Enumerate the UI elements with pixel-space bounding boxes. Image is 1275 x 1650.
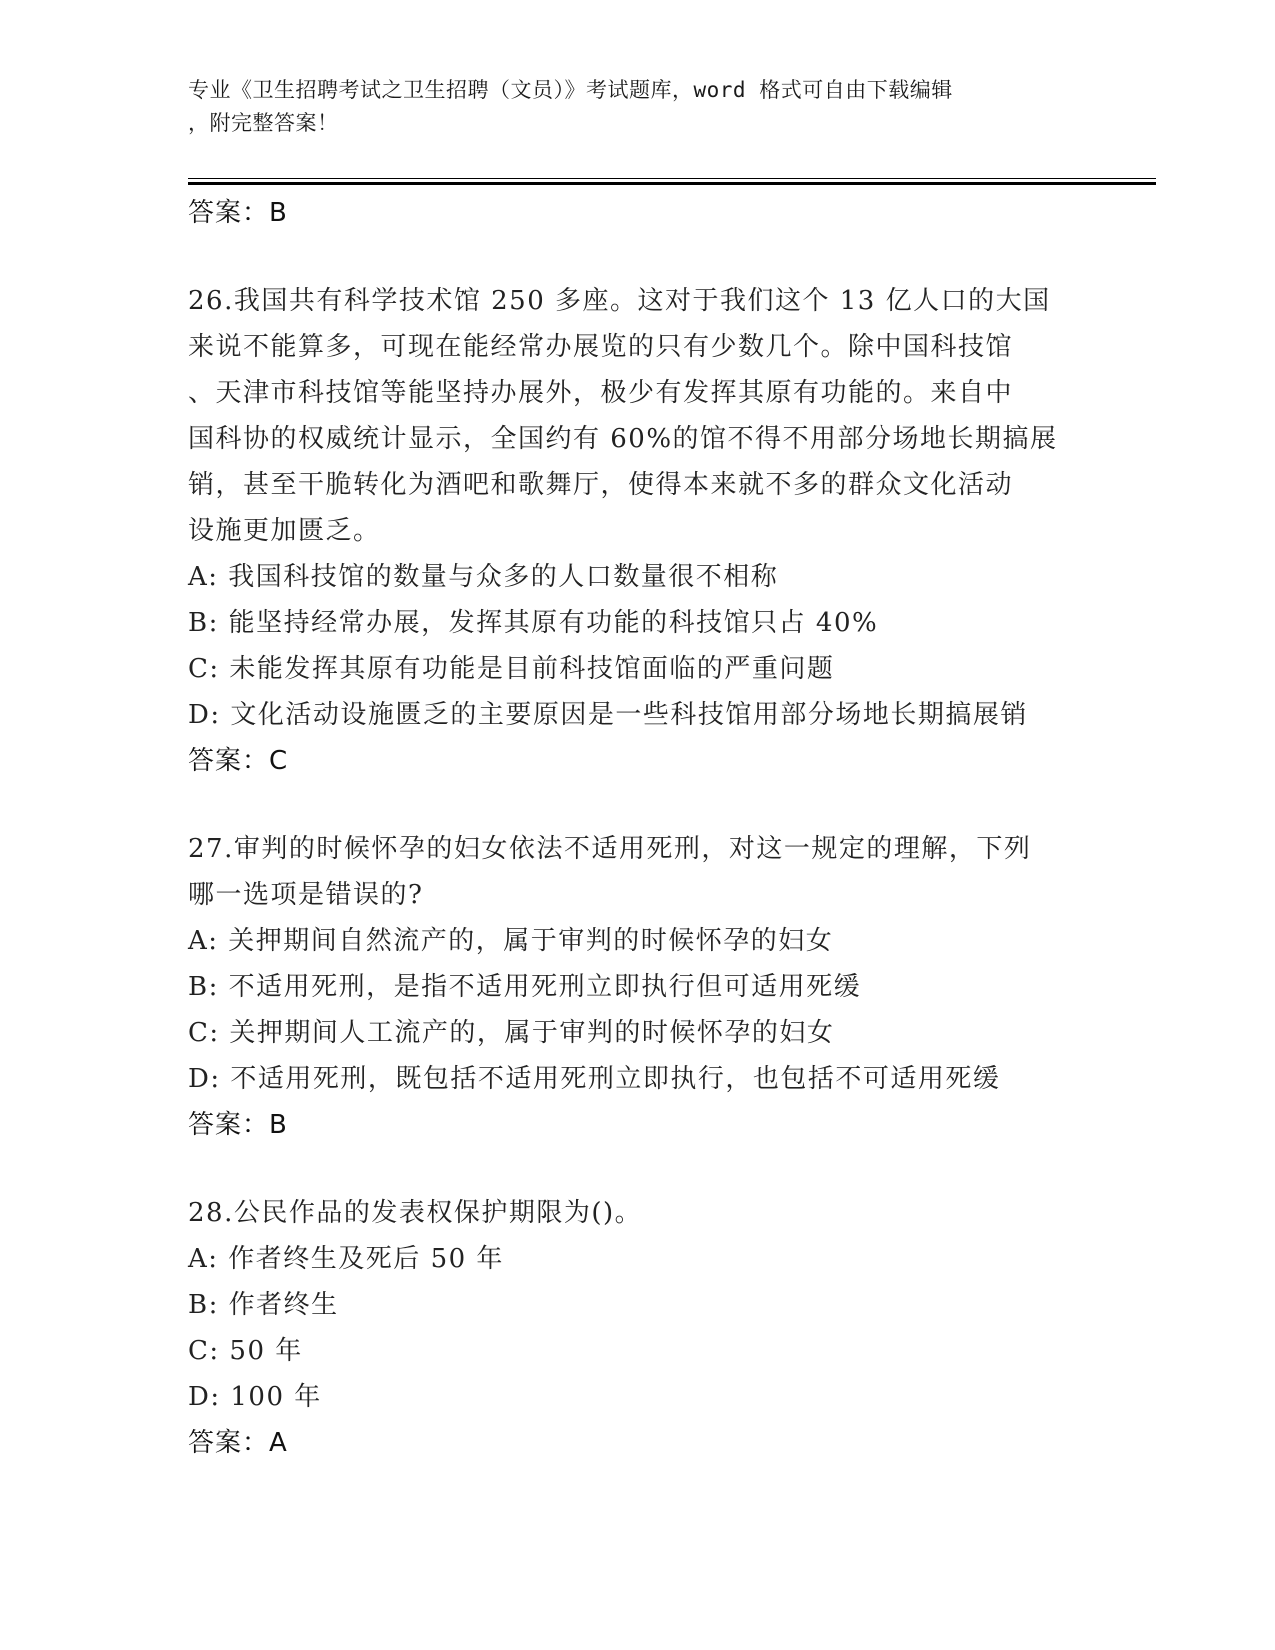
option-a: A: 关押期间自然流产的，属于审判的时候怀孕的妇女 [188, 926, 834, 956]
option-d: D: 100 年 [188, 1382, 322, 1412]
question-28 [188, 1190, 1118, 1466]
answer-q28: 答案：A [188, 1428, 288, 1458]
question-text-line: 27.审判的时候怀孕的妇女依法不适用死刑，对这一规定的理解，下列 [188, 834, 1032, 864]
question-26 [188, 278, 1118, 784]
option-d: D: 文化活动设施匮乏的主要原因是一些科技馆用部分场地长期搞展销 [188, 700, 1028, 730]
question-text-line: 销，甚至干脆转化为酒吧和歌舞厅，使得本来就不多的群众文化活动 [188, 470, 1014, 500]
option-a: A: 我国科技馆的数量与众多的人口数量很不相称 [188, 562, 779, 592]
question-text-line: 国科协的权威统计显示，全国约有 60%的馆不得不用部分场地长期搞展 [188, 424, 1058, 454]
spacer [188, 236, 1118, 278]
question-text-line: 28.公民作品的发表权保护期限为()。 [188, 1198, 643, 1228]
question-text-line: 、天津市科技馆等能坚持办展外，极少有发挥其原有功能的。来自中 [188, 378, 1014, 408]
question-text-line: 设施更加匮乏。 [188, 516, 381, 546]
option-c: C: 关押期间人工流产的，属于审判的时候怀孕的妇女 [188, 1018, 835, 1048]
header-line-2: ，附完整答案！ [188, 111, 339, 135]
answer-q27: 答案：B [188, 1110, 288, 1140]
question-text-line: 26.我国共有科学技术馆 250 多座。这对于我们这个 13 亿人口的大国 [188, 286, 1051, 316]
question-text-line: 来说不能算多，可现在能经常办展览的只有少数几个。除中国科技馆 [188, 332, 1014, 362]
option-b: B: 作者终生 [188, 1290, 339, 1320]
answer-q26: 答案：C [188, 746, 289, 776]
header-line-1: 专业《卫生招聘考试之卫生招聘（文员）》考试题库，word 格式可自由下载编辑 [188, 78, 953, 102]
header-divider-thin [188, 178, 1156, 179]
question-27 [188, 826, 1118, 1148]
header-divider-thick [188, 182, 1156, 185]
option-b: B: 不适用死刑，是指不适用死刑立即执行但可适用死缓 [188, 972, 862, 1002]
question-text-line: 哪一选项是错误的? [188, 880, 424, 910]
option-c: C: 50 年 [188, 1336, 303, 1366]
spacer [188, 1148, 1118, 1190]
option-b: B: 能坚持经常办展，发挥其原有功能的科技馆只占 40% [188, 608, 879, 638]
document-header [188, 74, 1088, 140]
answer-q25: 答案：B [188, 198, 288, 228]
option-c: C: 未能发挥其原有功能是目前科技馆面临的严重问题 [188, 654, 835, 684]
document-body [188, 190, 1118, 1466]
spacer [188, 784, 1118, 826]
option-d: D: 不适用死刑，既包括不适用死刑立即执行，也包括不可适用死缓 [188, 1064, 1001, 1094]
option-a: A: 作者终生及死后 50 年 [188, 1244, 504, 1274]
